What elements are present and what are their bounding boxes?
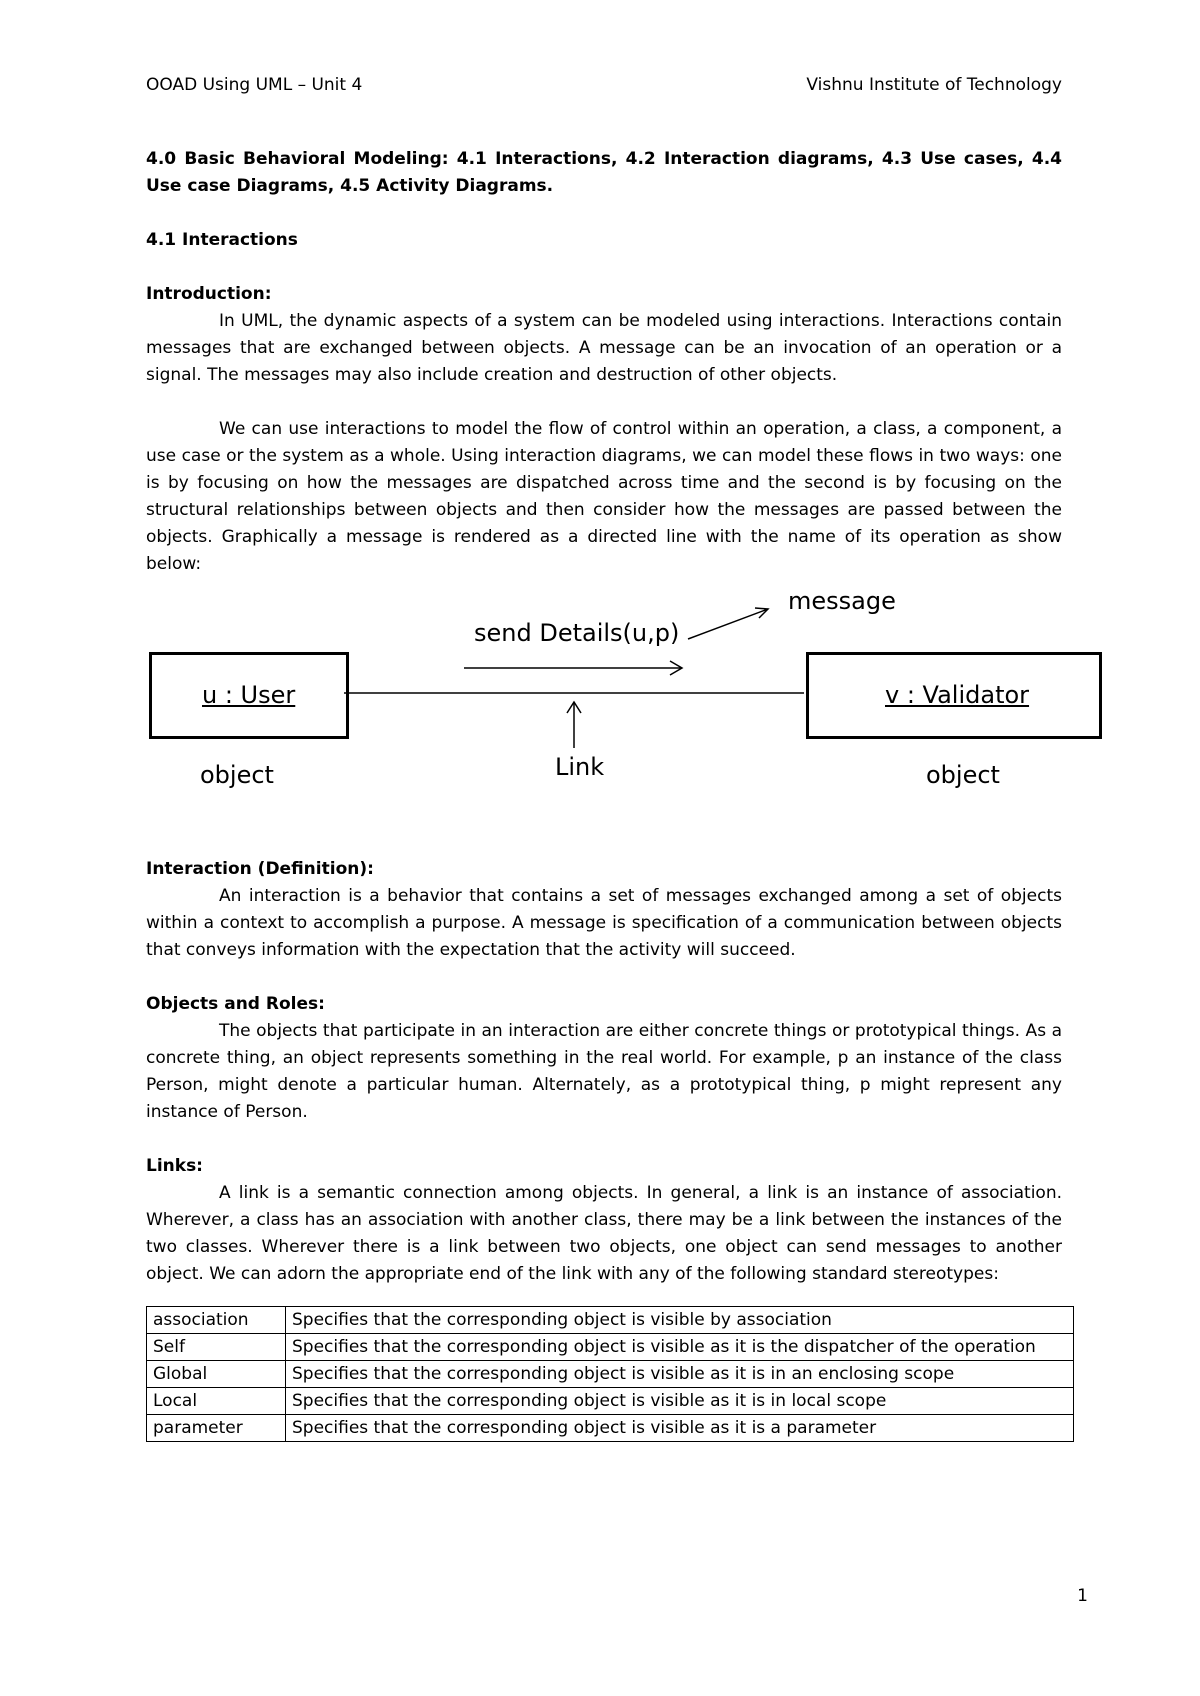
table-row — [147, 1415, 1074, 1442]
stereotype-name: Global — [147, 1361, 286, 1388]
main-heading: 4.0 Basic Behavioral Modeling: 4.1 Interactions, 4.2 Interaction diagrams, 4.3 Use cases, 4.4 Use case Diagrams, 4.5 Activity Diagrams. — [146, 149, 1062, 196]
header-right: Vishnu Institute of Technology — [806, 75, 1062, 95]
stereotype-desc: Specifies that the corresponding object is visible by association — [286, 1307, 1074, 1334]
objects-roles-title: Objects and Roles: — [146, 994, 325, 1014]
object-name-validator: v : Validator — [885, 681, 1030, 709]
stereotype-desc: Specifies that the corresponding object is visible as it is a parameter — [286, 1415, 1074, 1442]
stereotype-desc: Specifies that the corresponding object is visible as it is in local scope — [286, 1388, 1074, 1415]
links-title: Links: — [146, 1156, 203, 1176]
intro-paragraph-1: In UML, the dynamic aspects of a system can be modeled using interactions. Interactions contain messages that are exchanged between objects. A message can be an invocation of an operation or a signal. The messages may also include creation and destruction of other objects. — [146, 311, 1062, 385]
stereotype-name: Self — [147, 1334, 286, 1361]
object-caption-left: object — [200, 761, 274, 789]
intro-title: Introduction: — [146, 284, 272, 304]
object-caption-right: object — [926, 761, 1000, 789]
stereotype-name: parameter — [147, 1415, 286, 1442]
stereotype-desc: Specifies that the corresponding object is visible as it is the dispatcher of the operation — [286, 1334, 1074, 1361]
page-content — [146, 146, 1062, 1442]
page-number: 1 — [1077, 1586, 1088, 1606]
stereotype-name: association — [147, 1307, 286, 1334]
message-label: message — [788, 587, 896, 615]
table-row — [147, 1307, 1074, 1334]
object-name-user: u : User — [202, 681, 296, 709]
object-box-validator — [806, 652, 1102, 739]
links-text: A link is a semantic connection among objects. In general, a link is an instance of association. Wherever, a class has an association with another class, there may be a link between the instances of the two classes. Wherever there is a link between two objects, one object can send messages to another object. We can adorn the appropriate end of the link with any of the following standard stereotypes: — [146, 1183, 1062, 1284]
operation-label: send Details(u,p) — [474, 619, 680, 647]
section-title: 4.1 Interactions — [146, 230, 298, 250]
stereotype-desc: Specifies that the corresponding object is visible as it is in an enclosing scope — [286, 1361, 1074, 1388]
interaction-diagram — [146, 582, 1062, 856]
message-pointer-arrow — [688, 609, 768, 639]
stereotypes-table — [146, 1306, 1074, 1442]
intro-paragraph-2: We can use interactions to model the flow of control within an operation, a class, a component, a use case or the system as a whole. Using interaction diagrams, we can model these flows in two ways: one is by focusing on how the messages are dispatched across time and the second is by focusing on the structural relationships between objects and then consider how the messages are passed between the objects. Graphically a message is rendered as a directed line with the name of its operation as show below: — [146, 419, 1062, 574]
interaction-def-title: Interaction (Definition): — [146, 859, 374, 879]
link-caption: Link — [555, 753, 605, 781]
interaction-def-text: An interaction is a behavior that contains a set of messages exchanged among a set of objects within a context to accomplish a purpose. A message is specification of a communication between objects that conveys information with the expectation that the activity will succeed. — [146, 886, 1062, 960]
header-left: OOAD Using UML – Unit 4 — [146, 75, 363, 95]
table-row — [147, 1334, 1074, 1361]
table-row — [147, 1361, 1074, 1388]
object-box-user — [149, 652, 349, 739]
objects-roles-text: The objects that participate in an interaction are either concrete things or prototypical things. As a concrete thing, an object represents something in the real world. For example, p an instance of the class Person, might denote a particular human. Alternately, as a prototypical thing, p might represent any instance of Person. — [146, 1021, 1062, 1122]
table-row — [147, 1388, 1074, 1415]
stereotype-name: Local — [147, 1388, 286, 1415]
